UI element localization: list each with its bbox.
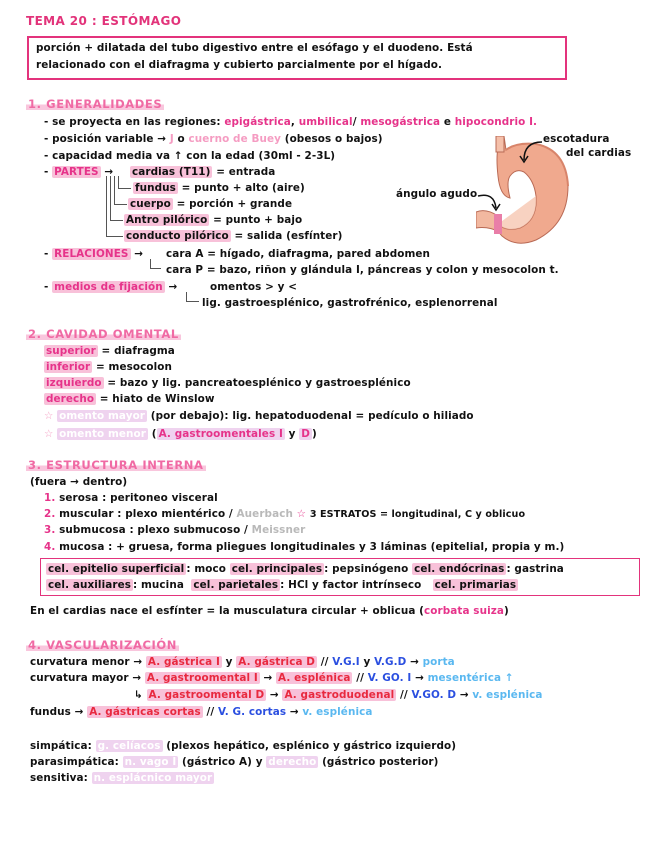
parte-conducto: conducto pilórico = salida (esfínter) xyxy=(126,230,343,242)
section-heading-estructura: 3. ESTRUCTURA INTERNA xyxy=(28,458,204,472)
relaciones-label: - RELACIONES → xyxy=(44,248,144,260)
star-icon: ☆ xyxy=(44,428,54,440)
simpatica-line: simpática: g. celíacos (plexos hepático, esplénico y gástrico izquierdo) xyxy=(30,740,457,752)
label-angulo-agudo: ángulo agudo xyxy=(396,188,478,200)
medios-label: - medios de fijación → xyxy=(44,281,178,293)
fuera-dentro: (fuera → dentro) xyxy=(30,476,128,488)
medios-omentos: omentos > y < xyxy=(210,281,298,293)
curvatura-mayor-line: curvatura mayor → A. gastroomental I → A. esplénica // V. GO. I → mesentérica ↑ xyxy=(30,672,514,684)
curvatura-menor-line: curvatura menor → A. gástrica I y A. gástrica D // V.G.I y V.G.D → porta xyxy=(30,656,455,668)
cavidad-superior: superior = diafragma xyxy=(46,345,175,357)
definition-line-1: porción + dilatada del tubo digestivo entre el esófago y el duodeno. Está xyxy=(36,42,473,54)
parasimpatica-line: parasimpática: n. vago I (gástrico A) y derecho (gástrico posterior) xyxy=(30,756,439,768)
page-title: TEMA 20 : ESTÓMAGO xyxy=(26,14,182,28)
partes-label: - PARTES → xyxy=(44,166,114,178)
sensitiva-line: sensitiva: n. esplácnico mayor xyxy=(30,772,213,784)
label-del-cardias: del cardias xyxy=(566,147,632,159)
medios-bracket xyxy=(186,292,199,302)
curvatura-mayor-line-2: ↳ A. gastroomental D → A. gastroduodenal // V.GO. D → v. esplénica xyxy=(134,689,543,701)
omento-menor-line: ☆ omento menor ( A. gastroomentales I y D ) xyxy=(44,428,317,440)
section-heading-generalidades: 1. GENERALIDADES xyxy=(28,97,163,111)
capacidad-line: - capacidad media va ↑ con la edad (30ml - 2-3L) xyxy=(44,150,336,162)
medios-ligamentos: lig. gastroesplénico, gastrofrénico, esplenorrenal xyxy=(202,297,498,309)
proyecta-line: - se proyecta en las regiones: epigástrica, umbilical/ mesogástrica e hipocondrio I. xyxy=(44,116,538,128)
layer-muscular: 2. muscular : plexo mientérico / Auerbach ☆ 3 ESTRATOS = longitudinal, C y oblicuo xyxy=(44,508,526,520)
omento-mayor-line: ☆ omento mayor (por debajo): lig. hepatoduodenal = pedículo o hiliado xyxy=(44,410,474,422)
cells-row-1: cel. epitelio superficial : moco cel. principales : pepsinógeno cel. endócrinas : gastrina xyxy=(48,563,564,575)
cavidad-derecho: derecho = hiato de Winslow xyxy=(46,393,215,405)
cardias-note: En el cardias nace el esfínter = la musculatura circular + oblicua (corbata suiza) xyxy=(30,605,509,617)
star-icon: ☆ xyxy=(296,508,307,520)
relaciones-cara-a: cara A = hígado, diafragma, pared abdomen xyxy=(166,248,431,260)
relaciones-bracket xyxy=(150,259,161,269)
layer-submucosa: 3. submucosa : plexo submucoso / Meissner xyxy=(44,524,306,536)
arrow-angulo xyxy=(476,190,506,214)
parte-cardias: cardias (T11) = entrada xyxy=(132,166,276,178)
cavidad-inferior: inferior = mesocolon xyxy=(46,361,173,373)
relaciones-cara-p: cara P = bazo, riñon y glándula I, páncreas y colon y mesocolon t. xyxy=(166,264,559,276)
fundus-line: fundus → A. gástricas cortas // V. G. cortas → v. esplénica xyxy=(30,706,373,718)
cavidad-izquierdo: izquierdo = bazo y lig. pancreatoesplénico y gastroesplénico xyxy=(46,377,411,389)
label-escotadura: escotadura xyxy=(543,133,610,145)
cells-row-2: cel. auxiliares : mucina cel. parietales : HCl y factor intrínseco cel. primarias xyxy=(48,579,517,591)
posicion-line: - posición variable → J o cuerno de Buey (obesos o bajos) xyxy=(44,133,383,145)
layer-serosa: 1. serosa : peritoneo visceral xyxy=(44,492,218,504)
parte-cuerpo: cuerpo = porción + grande xyxy=(130,198,293,210)
partes-bracket-4 xyxy=(106,176,123,237)
parte-antro: Antro pilórico = punto + bajo xyxy=(126,214,303,226)
section-heading-cavidad: 2. CAVIDAD OMENTAL xyxy=(28,327,179,341)
section-heading-vascularizacion: 4. VASCULARIZACIÓN xyxy=(28,638,177,652)
definition-line-2: relacionado con el diafragma y cubierto parcialmente por el hígado. xyxy=(36,59,443,71)
arrow-escotadura xyxy=(516,138,546,164)
layer-mucosa: 4. mucosa : + gruesa, forma pliegues longitudinales y 3 láminas (epitelial, propia y m.) xyxy=(44,541,565,553)
parte-fundus: fundus = punto + alto (aire) xyxy=(135,182,305,194)
star-icon: ☆ xyxy=(44,410,54,422)
